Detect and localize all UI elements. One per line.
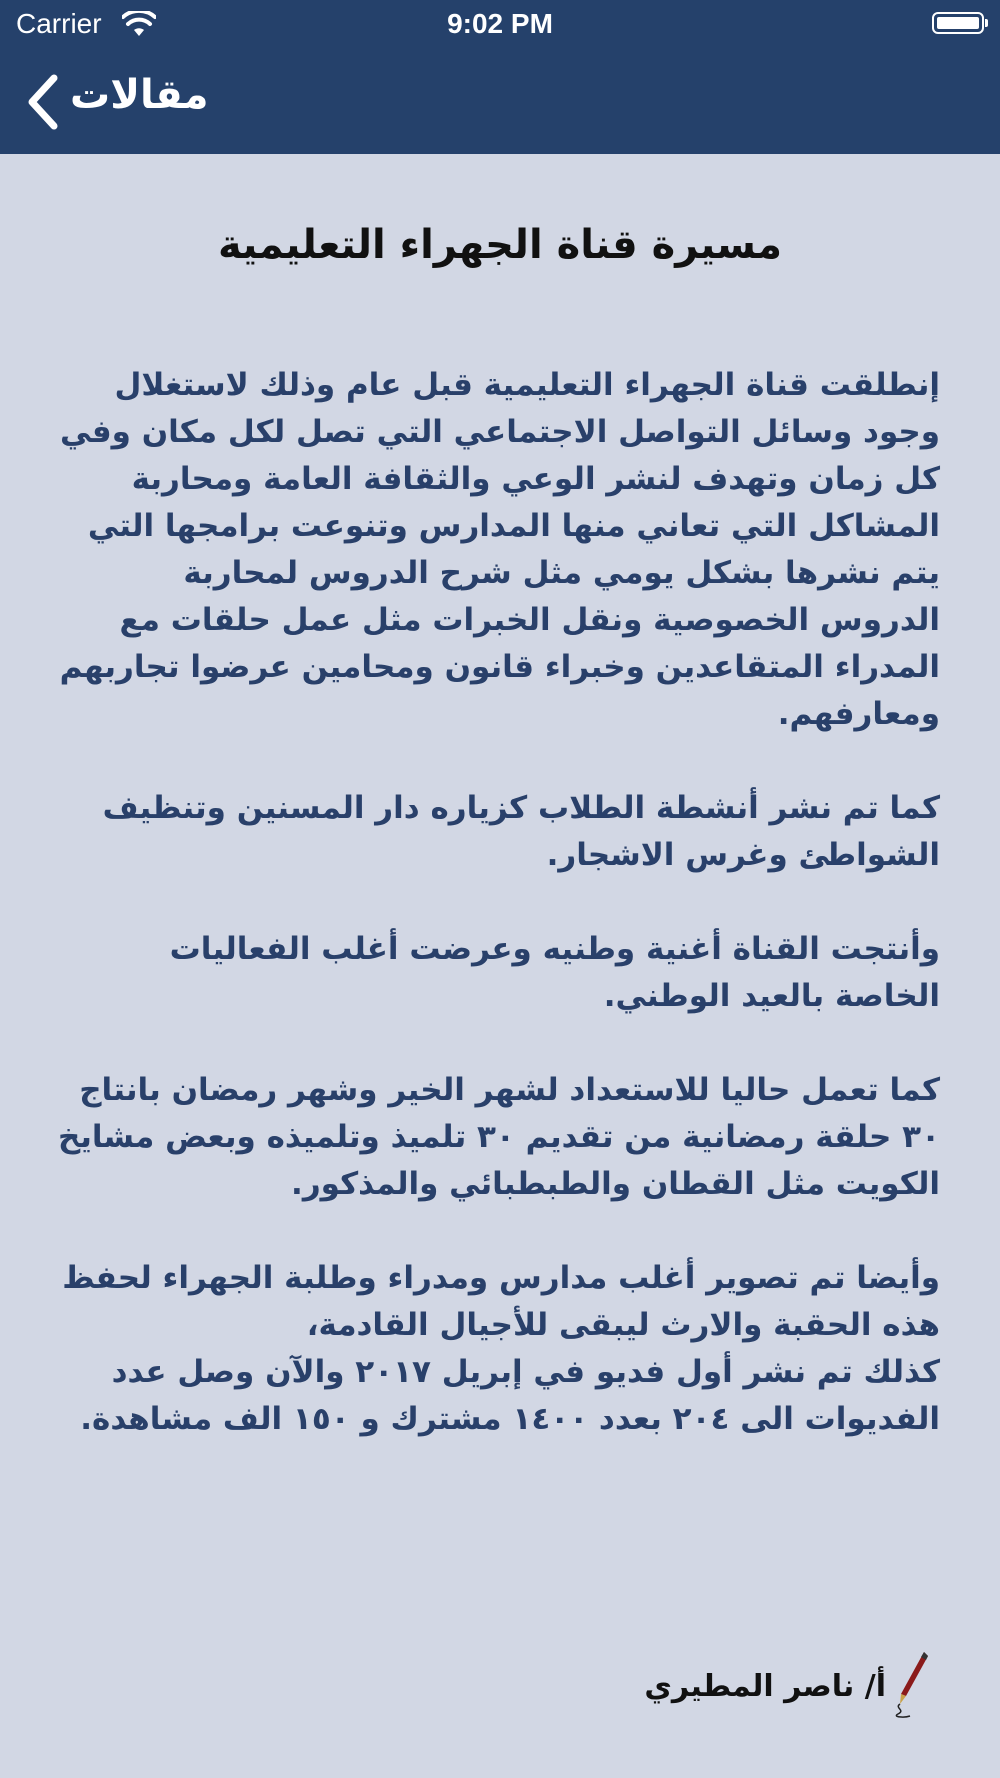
article-paragraph: كذلك تم نشر أول فديو في إبريل ٢٠١٧ والآن وصل عدد الفديوات الى ٢٠٤ بعدد ١٤٠٠ مشترك و ١٥٠ الف مشاهدة. bbox=[80, 1354, 940, 1437]
navigation-header bbox=[0, 0, 1000, 154]
article-paragraph: كما تم نشر أنشطة الطلاب كزياره دار المسنين وتنظيف الشواطئ وغرس الاشجار. bbox=[102, 790, 940, 873]
back-chevron-icon[interactable] bbox=[24, 74, 64, 130]
article-paragraph: وأيضا تم تصوير أغلب مدارس ومدراء وطلبة الجهراء لحفظ هذه الحقبة والارث ليبقى للأجيال القادمة، bbox=[62, 1260, 940, 1343]
article-title: مسيرة قناة الجهراء التعليمية bbox=[218, 222, 782, 268]
pen-icon bbox=[886, 1650, 930, 1722]
battery-icon bbox=[932, 12, 984, 34]
author-signature bbox=[630, 1656, 930, 1716]
article-paragraph: وأنتجت القناة أغنية وطنيه وعرضت أغلب الفعاليات الخاصة بالعيد الوطني. bbox=[169, 931, 940, 1014]
article-paragraph: إنطلقت قناة الجهراء التعليمية قبل عام وذلك لاستغلال وجود وسائل التواصل الاجتماعي التي تصل لكل مكان وفي كل زمان وتهدف لنشر الوعي والثقافة العامة ومحاربة المشاكل التي تعاني منها المدارس وتنوعت برامجها التي يتم نشرها بشكل يومي مثل شرح الدروس لمحاربة الدروس الخصوصية ونقل الخبرات مثل عمل حلقات مع المدراء المتقاعدين وخبراء قانون ومحامين عرضوا تجاربهم ومعارفهم. bbox=[59, 367, 940, 732]
carrier-label: Carrier bbox=[16, 8, 102, 39]
status-bar bbox=[0, 0, 1000, 50]
article-paragraph: كما تعمل حاليا للاستعداد لشهر الخير وشهر رمضان بانتاج ٣٠ حلقة رمضانية من تقديم ٣٠ تلميذ وتلميذه وبعض مشايخ الكويت مثل القطان والطبطبائي والمذكور. bbox=[57, 1072, 940, 1202]
author-name: أ/ ناصر المطيري bbox=[644, 1668, 886, 1704]
nav-title: مقالات bbox=[70, 72, 209, 118]
status-time: 9:02 PM bbox=[447, 8, 553, 39]
article-body bbox=[55, 362, 940, 1490]
